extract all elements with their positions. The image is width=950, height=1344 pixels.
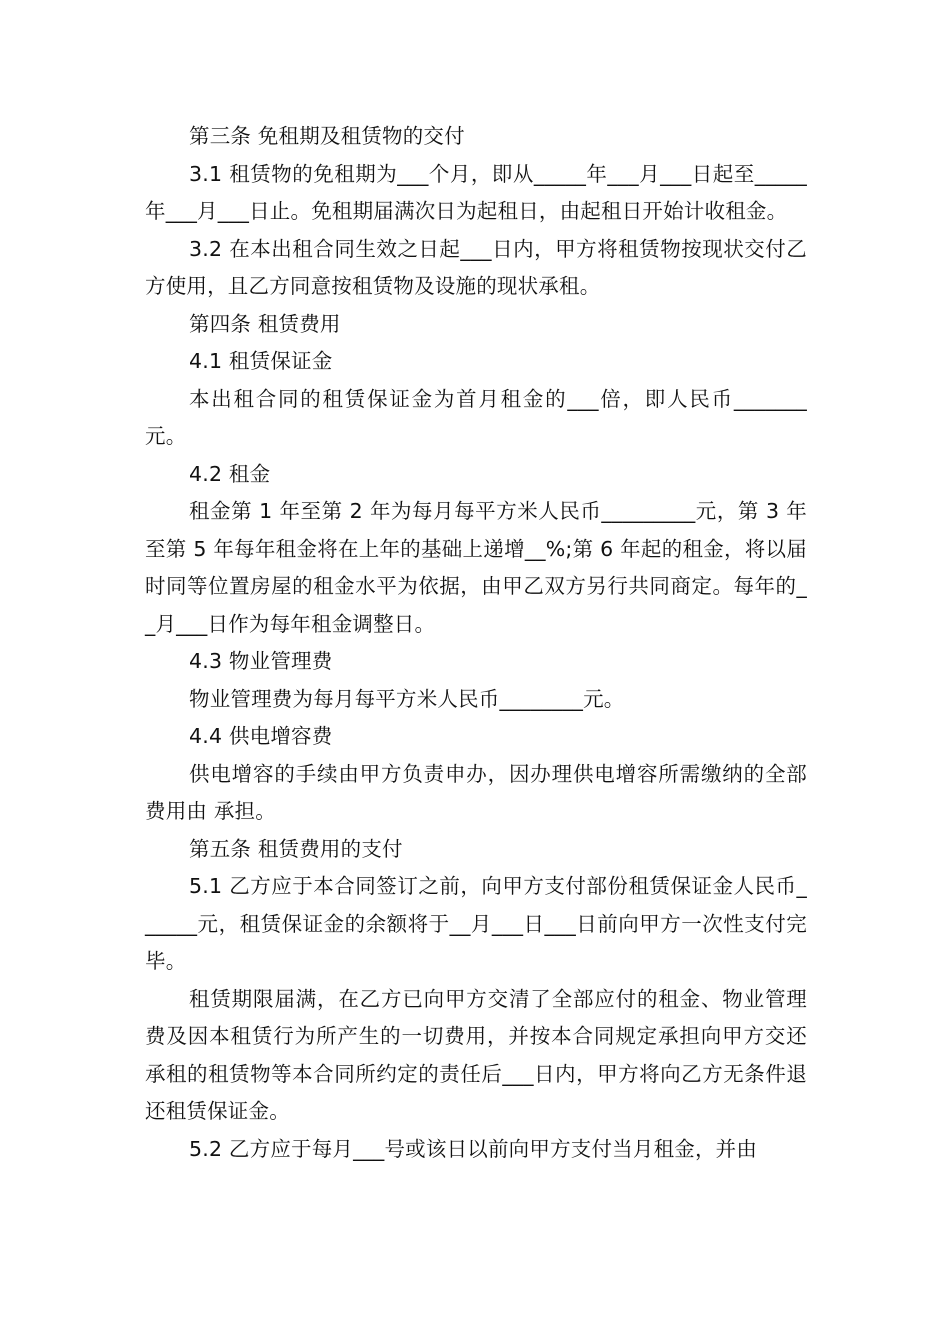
clause-heading-4-2: 4.2 租金: [189, 461, 271, 486]
clause-3-2: 3.2 在本出租合同生效之日起___日内，甲方将租赁物按现状交付乙方使用，且乙方同意按租赁物及设施的现状承租。: [145, 236, 807, 298]
clause-heading-4-1: 4.1 租赁保证金: [189, 349, 333, 373]
section-heading-article-3: 第三条 免租期及租赁物的交付: [189, 124, 465, 148]
clause-4-1-text: 本出租合同的租赁保证金为首月租金的___倍，即人民币_______元。: [145, 386, 807, 448]
clause-4-3-text: 物业管理费为每月每平方米人民币________元。: [189, 686, 625, 711]
clause-heading-4-4: 4.4 供电增容费: [189, 724, 333, 748]
clause-4-4-text: 供电增容的手续由甲方负责申办，因办理供电增容所需缴纳的全部费用由 承担。: [145, 761, 807, 823]
clause-3-1: 3.1 租赁物的免租期为___个月，即从_____年___月___日起至_____年___月___日止。免租期届满次日为起租日，由起租日开始计收租金。: [145, 161, 807, 223]
section-heading-article-4: 第四条 租赁费用: [189, 311, 341, 336]
clause-5-1-deposit-refund: 租赁期限届满，在乙方已向甲方交清了全部应付的租金、物业管理费及因本租赁行为所产生的一切费用，并按本合同规定承担向甲方交还承租的租赁物等本合同所约定的责任后___日内，甲方将向乙方无条件退还租赁保证金。: [145, 986, 807, 1123]
section-heading-article-5: 第五条 租赁费用的支付: [189, 836, 403, 861]
clause-4-2-text: 租金第 1 年至第 2 年为每月每平方米人民币_________元，第 3 年至第 5 年每年租金将在上年的基础上递增__%;第 6 年起的租金，将以届时同等位置房屋的租金水平为依据，由甲乙双方另行共同商定。每年的__月___日作为每年租金调整日。: [145, 499, 807, 636]
clause-5-2: 5.2 乙方应于每月___号或该日以前向甲方支付当月租金，并由: [189, 1136, 758, 1161]
clause-5-1: 5.1 乙方应于本合同签订之前，向甲方支付部份租赁保证金人民币______元，租赁保证金的余额将于__月___日___日前向甲方一次性支付完毕。: [145, 874, 807, 973]
document-body: [145, 118, 807, 1168]
clause-heading-4-3: 4.3 物业管理费: [189, 649, 333, 673]
